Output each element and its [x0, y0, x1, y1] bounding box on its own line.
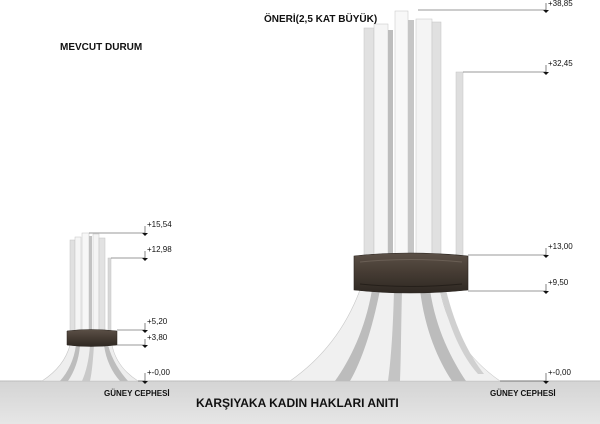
existing-level-label: +-0,00	[147, 368, 170, 377]
existing-level-label: +15,54	[147, 220, 172, 229]
proposal-level-label: +-0,00	[548, 368, 571, 377]
existing-level-label: +5,20	[147, 317, 168, 326]
proposal-monument	[290, 3, 549, 384]
proposal-level-label: +32,45	[548, 59, 573, 68]
proposal-title: ÖNERİ(2,5 KAT BÜYÜK)	[264, 14, 378, 25]
proposal-level-label: +38,85	[548, 0, 573, 8]
proposal-level-label: +13,00	[548, 242, 573, 251]
existing-title: MEVCUT DURUM	[60, 42, 143, 53]
monument-name: KARŞIYAKA KADIN HAKLARI ANITI	[196, 396, 399, 410]
existing-ring	[67, 330, 117, 347]
proposal-ring	[354, 253, 468, 293]
south-facade-label-left: GÜNEY CEPHESİ	[104, 389, 170, 398]
south-facade-label-right: GÜNEY CEPHESİ	[490, 389, 556, 398]
existing-level-label: +12,98	[147, 245, 172, 254]
proposal-level-label: +9,50	[548, 278, 569, 287]
existing-level-label: +3,80	[147, 333, 168, 342]
existing-monument	[42, 226, 148, 384]
